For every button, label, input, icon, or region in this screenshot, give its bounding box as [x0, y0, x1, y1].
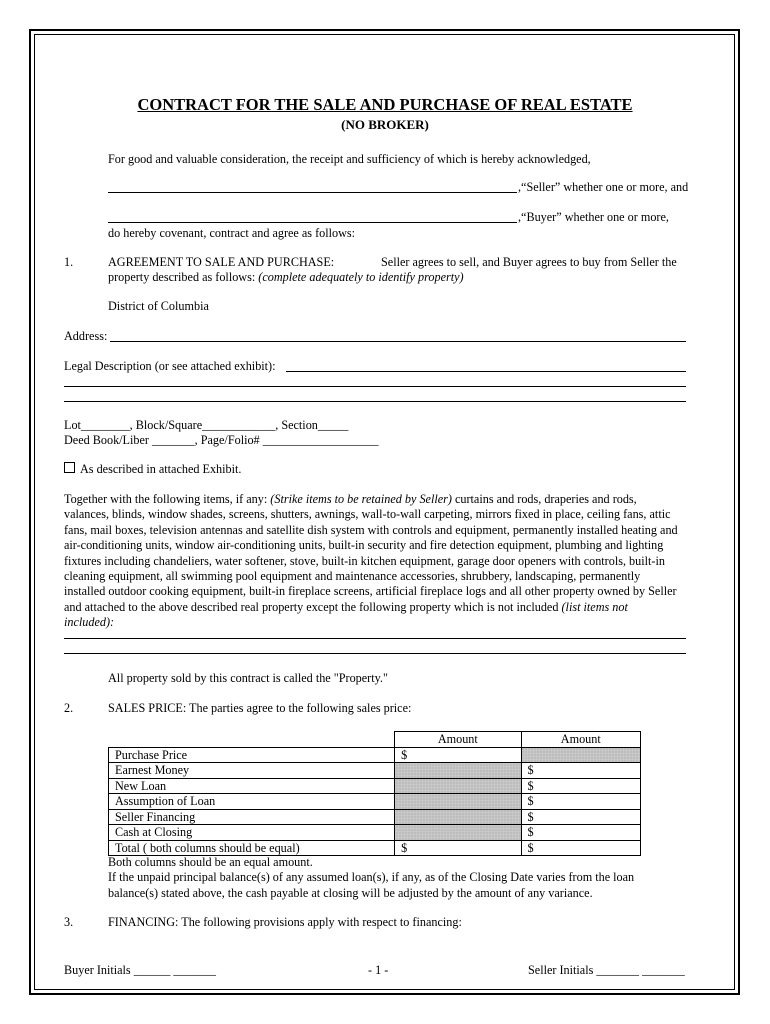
shaded-cell: [395, 825, 521, 841]
assumption-of-loan-amount[interactable]: $: [521, 794, 640, 810]
purchase-price-amount[interactable]: $: [395, 747, 521, 763]
row-label: New Loan: [109, 778, 395, 794]
contract-title: CONTRACT FOR THE SALE AND PURCHASE OF REAL ESTATE: [137, 95, 633, 114]
legal-description-line-1[interactable]: [286, 371, 686, 372]
items-line-6: installed outdoor cooking equipment, built-in fireplace screens, artificial fireplace logs and all other property owned by Seller: [64, 584, 677, 599]
buyer-name-line[interactable]: [108, 222, 517, 223]
row-label: Assumption of Loan: [109, 794, 395, 810]
section-3-number: 3.: [64, 915, 74, 929]
exhibit-checkbox[interactable]: [64, 462, 75, 473]
total-amount-2[interactable]: $: [521, 840, 640, 856]
legal-description-label: Legal Description (or see attached exhibit):: [64, 359, 276, 373]
price-note-1: Both columns should be an equal amount.: [108, 855, 313, 869]
row-label: Cash at Closing: [109, 825, 395, 841]
items-line-0: Together with the following items, if any: (Strike items to be retained by Seller) curtains and rods, draperies and rods,: [64, 492, 637, 506]
page-number: - 1 -: [368, 963, 389, 977]
lot-block-section-line: Lot________, Block/Square____________, Section_____: [64, 418, 349, 432]
items-line-1: valances, blinds, window shades, screens, shutters, awnings, wall-to-wall carpeting, mirrors fixed in place, ceiling fans, attic: [64, 507, 671, 522]
intro-text: For good and valuable consideration, the receipt and sufficiency of which is hereby acknowledged,: [108, 152, 591, 166]
price-note-2: If the unpaid principal balance(s) of any assumed loan(s), if any, as of the Closing Date varies from the loan: [108, 870, 635, 884]
price-note-3: balance(s) stated above, the cash payable at closing will be adjusted by the amount of any variance.: [108, 886, 593, 900]
items-line-2: fans, mail boxes, television antennas and satellite dish system with controls and equipment, permanently installed heating and: [64, 522, 678, 537]
table-header-blank: [109, 732, 395, 748]
sales-price-table: [108, 731, 641, 856]
amount-header-2: Amount: [521, 732, 640, 748]
shaded-cell: [395, 778, 521, 794]
section-3-heading: FINANCING: The following provisions apply with respect to financing:: [108, 915, 462, 929]
seller-financing-amount[interactable]: $: [521, 809, 640, 825]
items-line-7: and attached to the above described real property except the following property which is not included (list items not: [64, 599, 628, 614]
seller-initials: Seller Initials _______ _______: [528, 963, 685, 977]
table-header-row: [109, 732, 641, 748]
section-2-heading: SALES PRICE: The parties agree to the following sales price:: [108, 701, 412, 715]
section-2-number: 2.: [64, 701, 74, 715]
section-1-number: 1.: [64, 255, 74, 269]
address-line[interactable]: [110, 341, 686, 342]
row-label: Total ( both columns should be equal): [109, 840, 395, 856]
legal-description-line-3[interactable]: [64, 401, 686, 402]
section-1-line2: property described as follows: (complete adequately to identify property): [108, 270, 464, 284]
section-1-text: Seller agrees to sell, and Buyer agrees to buy from Seller the: [381, 255, 677, 269]
shaded-cell: [521, 747, 640, 763]
excluded-items-line-1[interactable]: [64, 638, 686, 639]
exhibit-label: As described in attached Exhibit.: [80, 462, 242, 476]
items-line-5: cleaning equipment, all swimming pool equipment and maintenance accessories, shrubbery, landscaping, permanently: [64, 569, 641, 584]
shaded-cell: [395, 794, 521, 810]
property-note: All property sold by this contract is called the "Property.": [108, 671, 388, 685]
seller-name-line[interactable]: [108, 192, 517, 193]
table-row: [109, 747, 641, 763]
table-row: [109, 809, 641, 825]
table-row: [109, 794, 641, 810]
items-line-3: air-conditioning units, window air-conditioning units, built-in security and fire detection equipment, plumbing and lighting: [64, 538, 664, 553]
legal-description-line-2[interactable]: [64, 386, 686, 387]
earnest-money-amount[interactable]: $: [521, 763, 640, 779]
total-amount-1[interactable]: $: [395, 840, 521, 856]
table-row: [109, 840, 641, 856]
table-row: [109, 825, 641, 841]
amount-header-1: Amount: [395, 732, 521, 748]
row-label: Purchase Price: [109, 747, 395, 763]
items-line-8: included):: [64, 615, 115, 630]
deed-book-line: Deed Book/Liber _______, Page/Folio# ___________________: [64, 433, 379, 447]
table-row: [109, 763, 641, 779]
new-loan-amount[interactable]: $: [521, 778, 640, 794]
excluded-items-line-2[interactable]: [64, 653, 686, 654]
section-1-heading: AGREEMENT TO SALE AND PURCHASE:: [108, 255, 335, 269]
items-line-4: fixtures including chandeliers, water softener, stove, built-in kitchen equipment, garage door openers with controls, built-in: [64, 553, 665, 568]
jurisdiction: District of Columbia: [108, 299, 209, 313]
shaded-cell: [395, 763, 521, 779]
row-label: Seller Financing: [109, 809, 395, 825]
seller-label: ,“Seller” whether one or more, and: [518, 180, 689, 194]
buyer-label: ,“Buyer” whether one or more,: [518, 210, 669, 224]
cash-at-closing-amount[interactable]: $: [521, 825, 640, 841]
address-label: Address:: [64, 329, 108, 343]
table-row: [109, 778, 641, 794]
row-label: Earnest Money: [109, 763, 395, 779]
covenant-text: do hereby covenant, contract and agree as follows:: [108, 226, 356, 240]
included-items-paragraph: [64, 492, 698, 631]
buyer-initials: Buyer Initials ______ _______: [64, 963, 216, 977]
shaded-cell: [395, 809, 521, 825]
contract-subtitle: (NO BROKER): [341, 117, 429, 132]
